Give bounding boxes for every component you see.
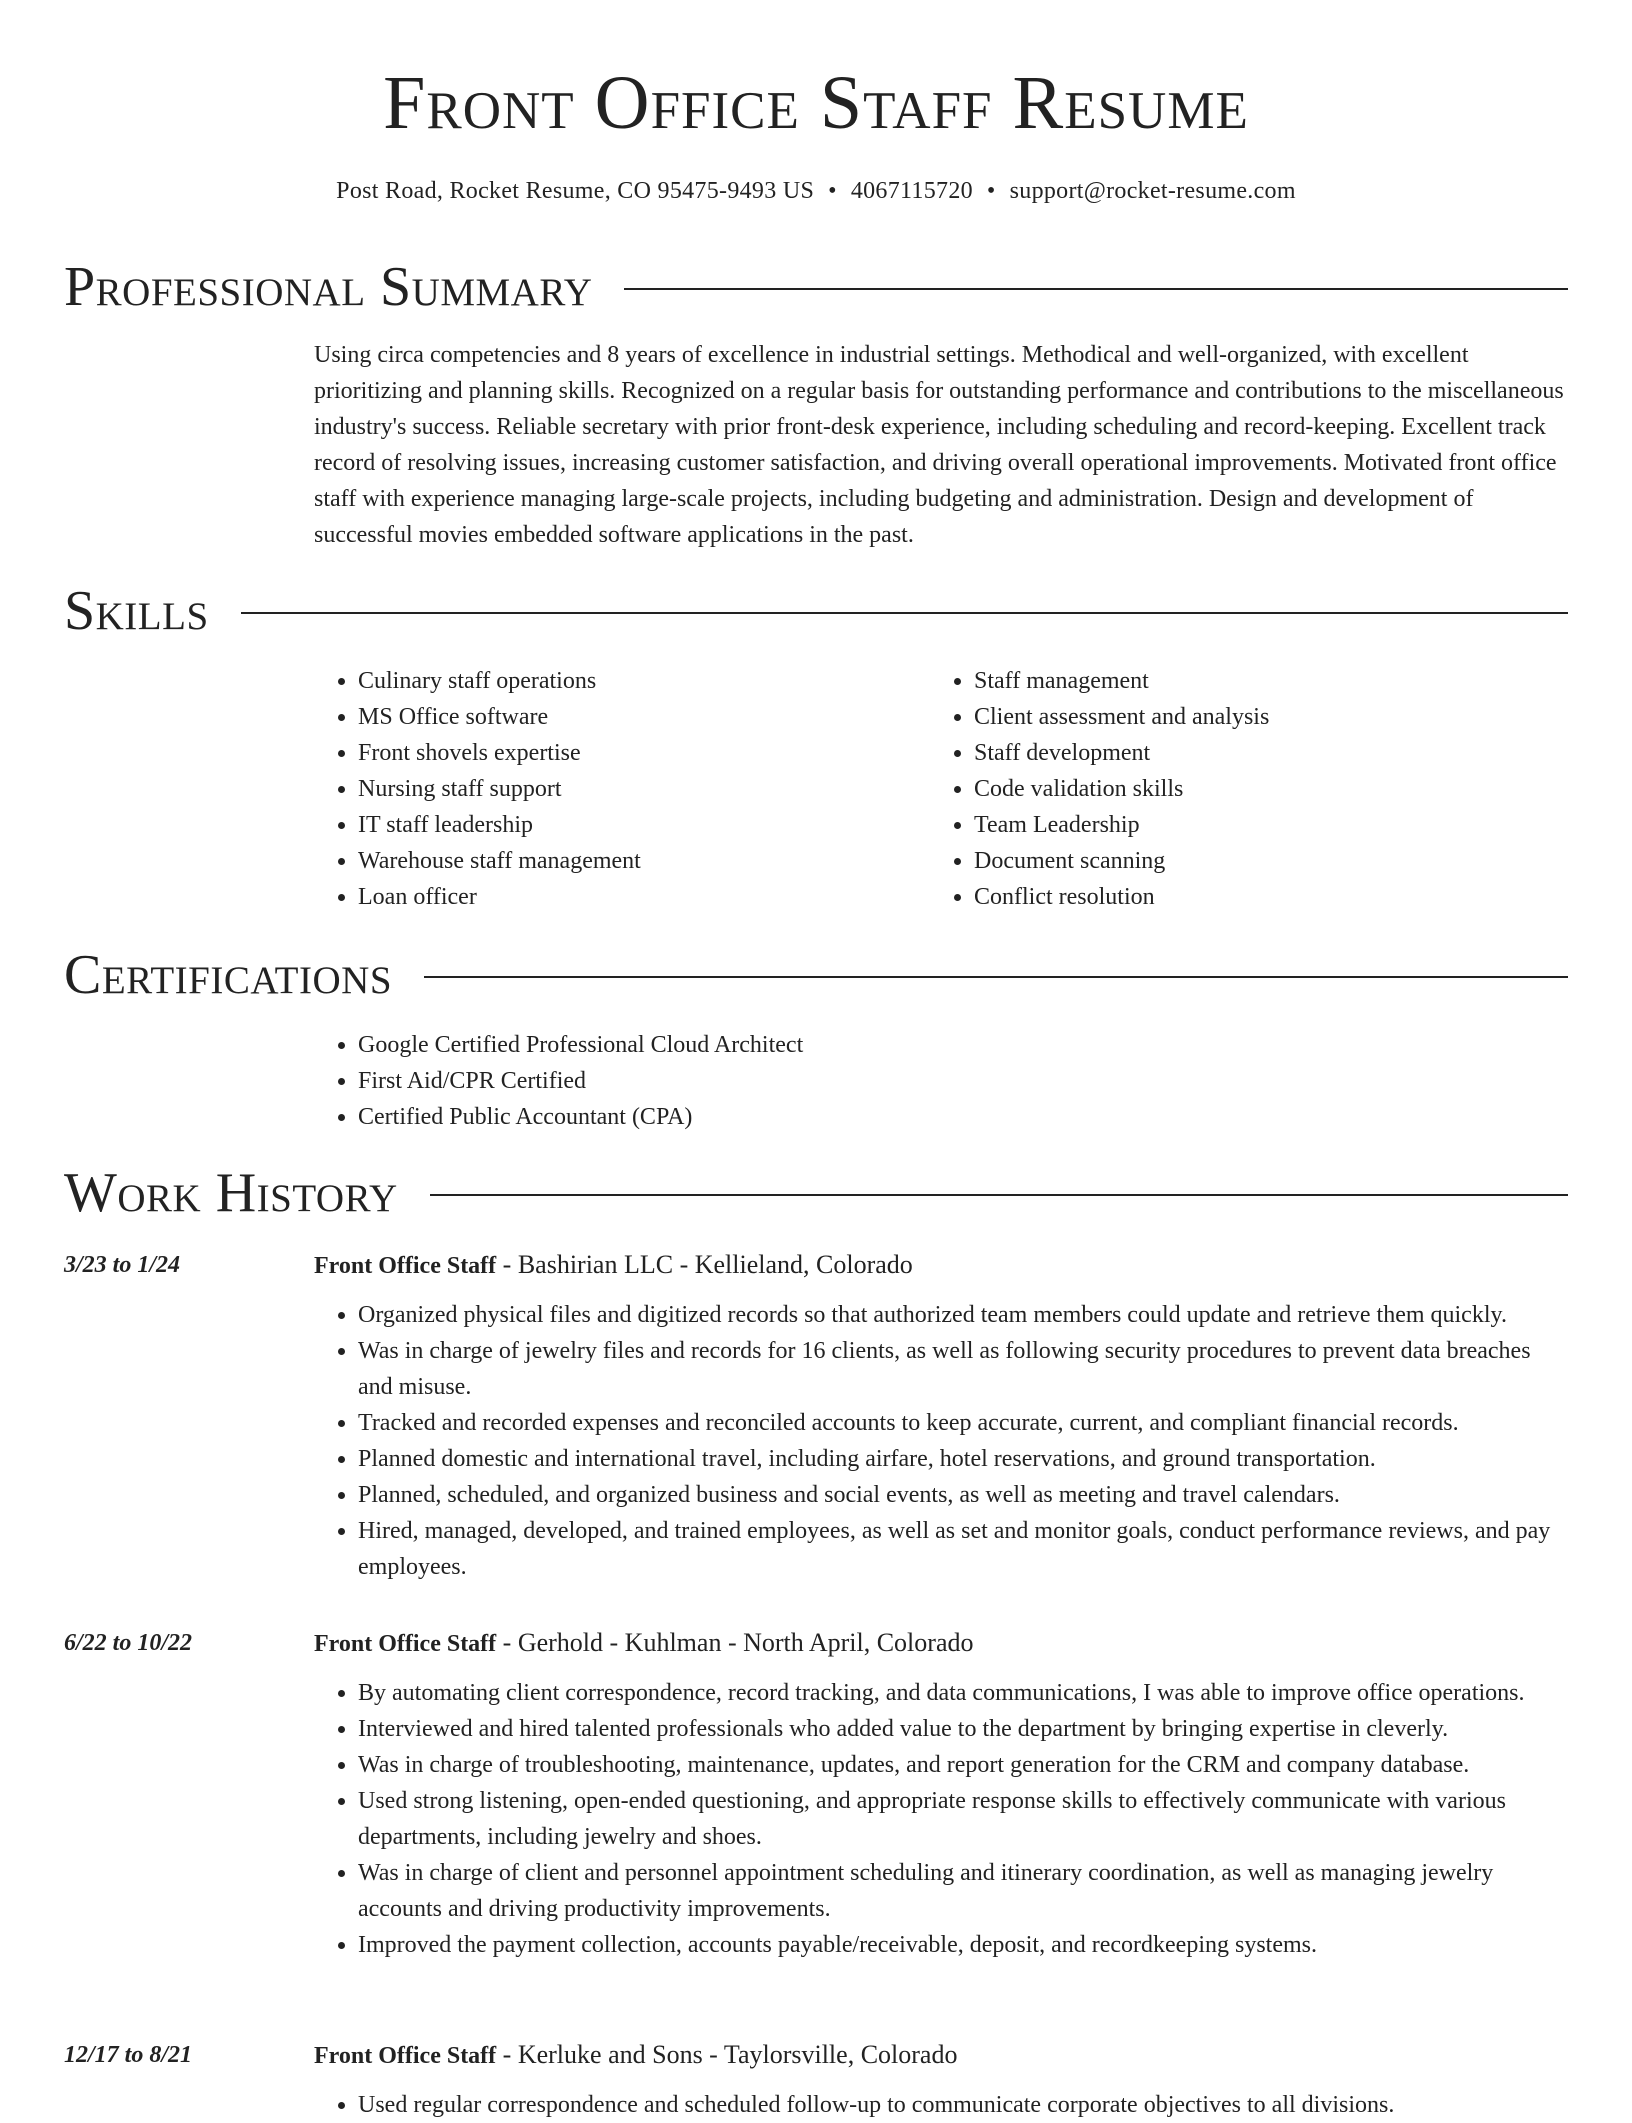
job-bullet: • Interviewed and hired talented professionals who added value to the department by bringing expertise in cleverly. bbox=[358, 1711, 1568, 1747]
job-role: Front Office Staff bbox=[314, 2043, 497, 2069]
summary-section-header bbox=[64, 252, 1568, 322]
contact-separator: • bbox=[828, 178, 837, 204]
certification-item: • First Aid/CPR Certified bbox=[358, 1063, 1314, 1099]
skill-item: • MS Office software bbox=[358, 699, 914, 735]
work-history-section-header bbox=[64, 1158, 1568, 1228]
job-employer: - Gerhold - Kuhlman - North April, Colorado bbox=[496, 1628, 974, 1657]
certification-item: • Certified Public Accountant (CPA) bbox=[358, 1099, 1314, 1135]
resume-title: Front Office Staff Resume bbox=[383, 61, 1249, 145]
summary-heading: Professional Summary bbox=[64, 256, 593, 318]
contact-phone[interactable]: 4067115720 bbox=[850, 178, 973, 204]
job-dates: 6/22 to 10/22 bbox=[64, 1630, 193, 1656]
job-bullets bbox=[314, 2087, 1568, 2123]
job-bullet: • By automating client correspondence, record tracking, and data communications, I was able to improve office operations. bbox=[358, 1675, 1568, 1711]
skill-item: • Team Leadership bbox=[974, 807, 1530, 843]
job-bullet: • Was in charge of troubleshooting, maintenance, updates, and report generation for the CRM and company database. bbox=[358, 1747, 1568, 1783]
work-history-heading: Work History bbox=[64, 1162, 398, 1224]
job-bullet: • Planned domestic and international travel, including airfare, hotel reservations, and ground transportation. bbox=[358, 1441, 1568, 1477]
contact-line bbox=[0, 174, 1632, 208]
skills-heading: Skills bbox=[64, 580, 209, 642]
job-employer: - Kerluke and Sons - Taylorsville, Colorado bbox=[496, 2040, 958, 2069]
skills-column-left bbox=[314, 663, 914, 915]
job-bullets bbox=[314, 1675, 1568, 1963]
skills-section-header bbox=[64, 576, 1568, 646]
skill-item: • IT staff leadership bbox=[358, 807, 914, 843]
certifications-section-header bbox=[64, 940, 1568, 1010]
skill-item: • Conflict resolution bbox=[974, 879, 1530, 915]
certifications-list bbox=[314, 1027, 1314, 1135]
summary-text: Using circa competencies and 8 years of excellence in industrial settings. Methodical and well-organized, with excellent prioritizing and planning skills. Recognized on a regular basis for outstanding performance and contributions to the miscellaneous industry's success. Reliable secretary with prior front-desk experience, including scheduling and record-keeping. Excellent track record of resolving issues, increasing customer satisfaction, and driving overall operational improvements. Motivated front office staff with experience managing large-scale projects, including budgeting and administration. Design and development of successful movies embedded software applications in the past. bbox=[314, 342, 1564, 548]
job-bullet: • Hired, managed, developed, and trained employees, as well as set and monitor goals, conduct performance reviews, and pay employees. bbox=[358, 1513, 1568, 1585]
contact-separator: • bbox=[986, 178, 996, 204]
job-bullet: • Improved the payment collection, accounts payable/receivable, deposit, and recordkeeping systems. bbox=[358, 1927, 1568, 1963]
skill-item: • Front shovels expertise bbox=[358, 735, 914, 771]
job-dates: 12/17 to 8/21 bbox=[64, 2042, 193, 2068]
skill-item: • Culinary staff operations bbox=[358, 663, 914, 699]
skill-item: • Document scanning bbox=[974, 843, 1530, 879]
skill-item: • Client assessment and analysis bbox=[974, 699, 1530, 735]
job-heading bbox=[314, 1247, 913, 1284]
skill-item: • Loan officer bbox=[358, 879, 914, 915]
job-bullet: • Organized physical files and digitized records so that authorized team members could update and retrieve them quickly. bbox=[358, 1297, 1568, 1333]
job-bullet: • Was in charge of client and personnel appointment scheduling and itinerary coordination, as well as managing jewelry accounts and driving productivity improvements. bbox=[358, 1855, 1568, 1927]
skills-column-right bbox=[930, 663, 1530, 915]
job-employer: - Bashirian LLC - Kellieland, Colorado bbox=[496, 1250, 913, 1279]
skill-item: • Warehouse staff management bbox=[358, 843, 914, 879]
job-heading bbox=[314, 1625, 973, 1662]
job-role: Front Office Staff bbox=[314, 1631, 497, 1657]
certifications-heading: Certifications bbox=[64, 944, 393, 1006]
job-bullet: • Tracked and recorded expenses and reconciled accounts to keep accurate, current, and compliant financial records. bbox=[358, 1405, 1568, 1441]
skill-item: • Nursing staff support bbox=[358, 771, 914, 807]
job-dates: 3/23 to 1/24 bbox=[64, 1252, 181, 1278]
job-bullet: • Used regular correspondence and scheduled follow-up to communicate corporate objectives to all divisions. bbox=[358, 2087, 1568, 2123]
certification-item: • Google Certified Professional Cloud Architect bbox=[358, 1027, 1314, 1063]
job-heading bbox=[314, 2037, 957, 2074]
section-divider bbox=[624, 288, 1568, 290]
job-bullet: • Used strong listening, open-ended questioning, and appropriate response skills to effectively communicate with various departments, including jewelry and shoes. bbox=[358, 1783, 1568, 1855]
contact-email[interactable]: support@rocket-resume.com bbox=[1009, 178, 1296, 204]
skill-item: • Code validation skills bbox=[974, 771, 1530, 807]
skill-item: • Staff management bbox=[974, 663, 1530, 699]
job-bullets bbox=[314, 1297, 1568, 1585]
section-divider bbox=[424, 976, 1568, 978]
section-divider bbox=[430, 1194, 1568, 1196]
job-bullet: • Was in charge of jewelry files and records for 16 clients, as well as following security procedures to prevent data breaches and misuse. bbox=[358, 1333, 1568, 1405]
job-role: Front Office Staff bbox=[314, 1253, 497, 1279]
section-divider bbox=[241, 612, 1568, 614]
job-bullet: • Planned, scheduled, and organized business and social events, as well as meeting and travel calendars. bbox=[358, 1477, 1568, 1513]
skill-item: • Staff development bbox=[974, 735, 1530, 771]
contact-address: Post Road, Rocket Resume, CO 95475-9493 US bbox=[336, 178, 815, 204]
